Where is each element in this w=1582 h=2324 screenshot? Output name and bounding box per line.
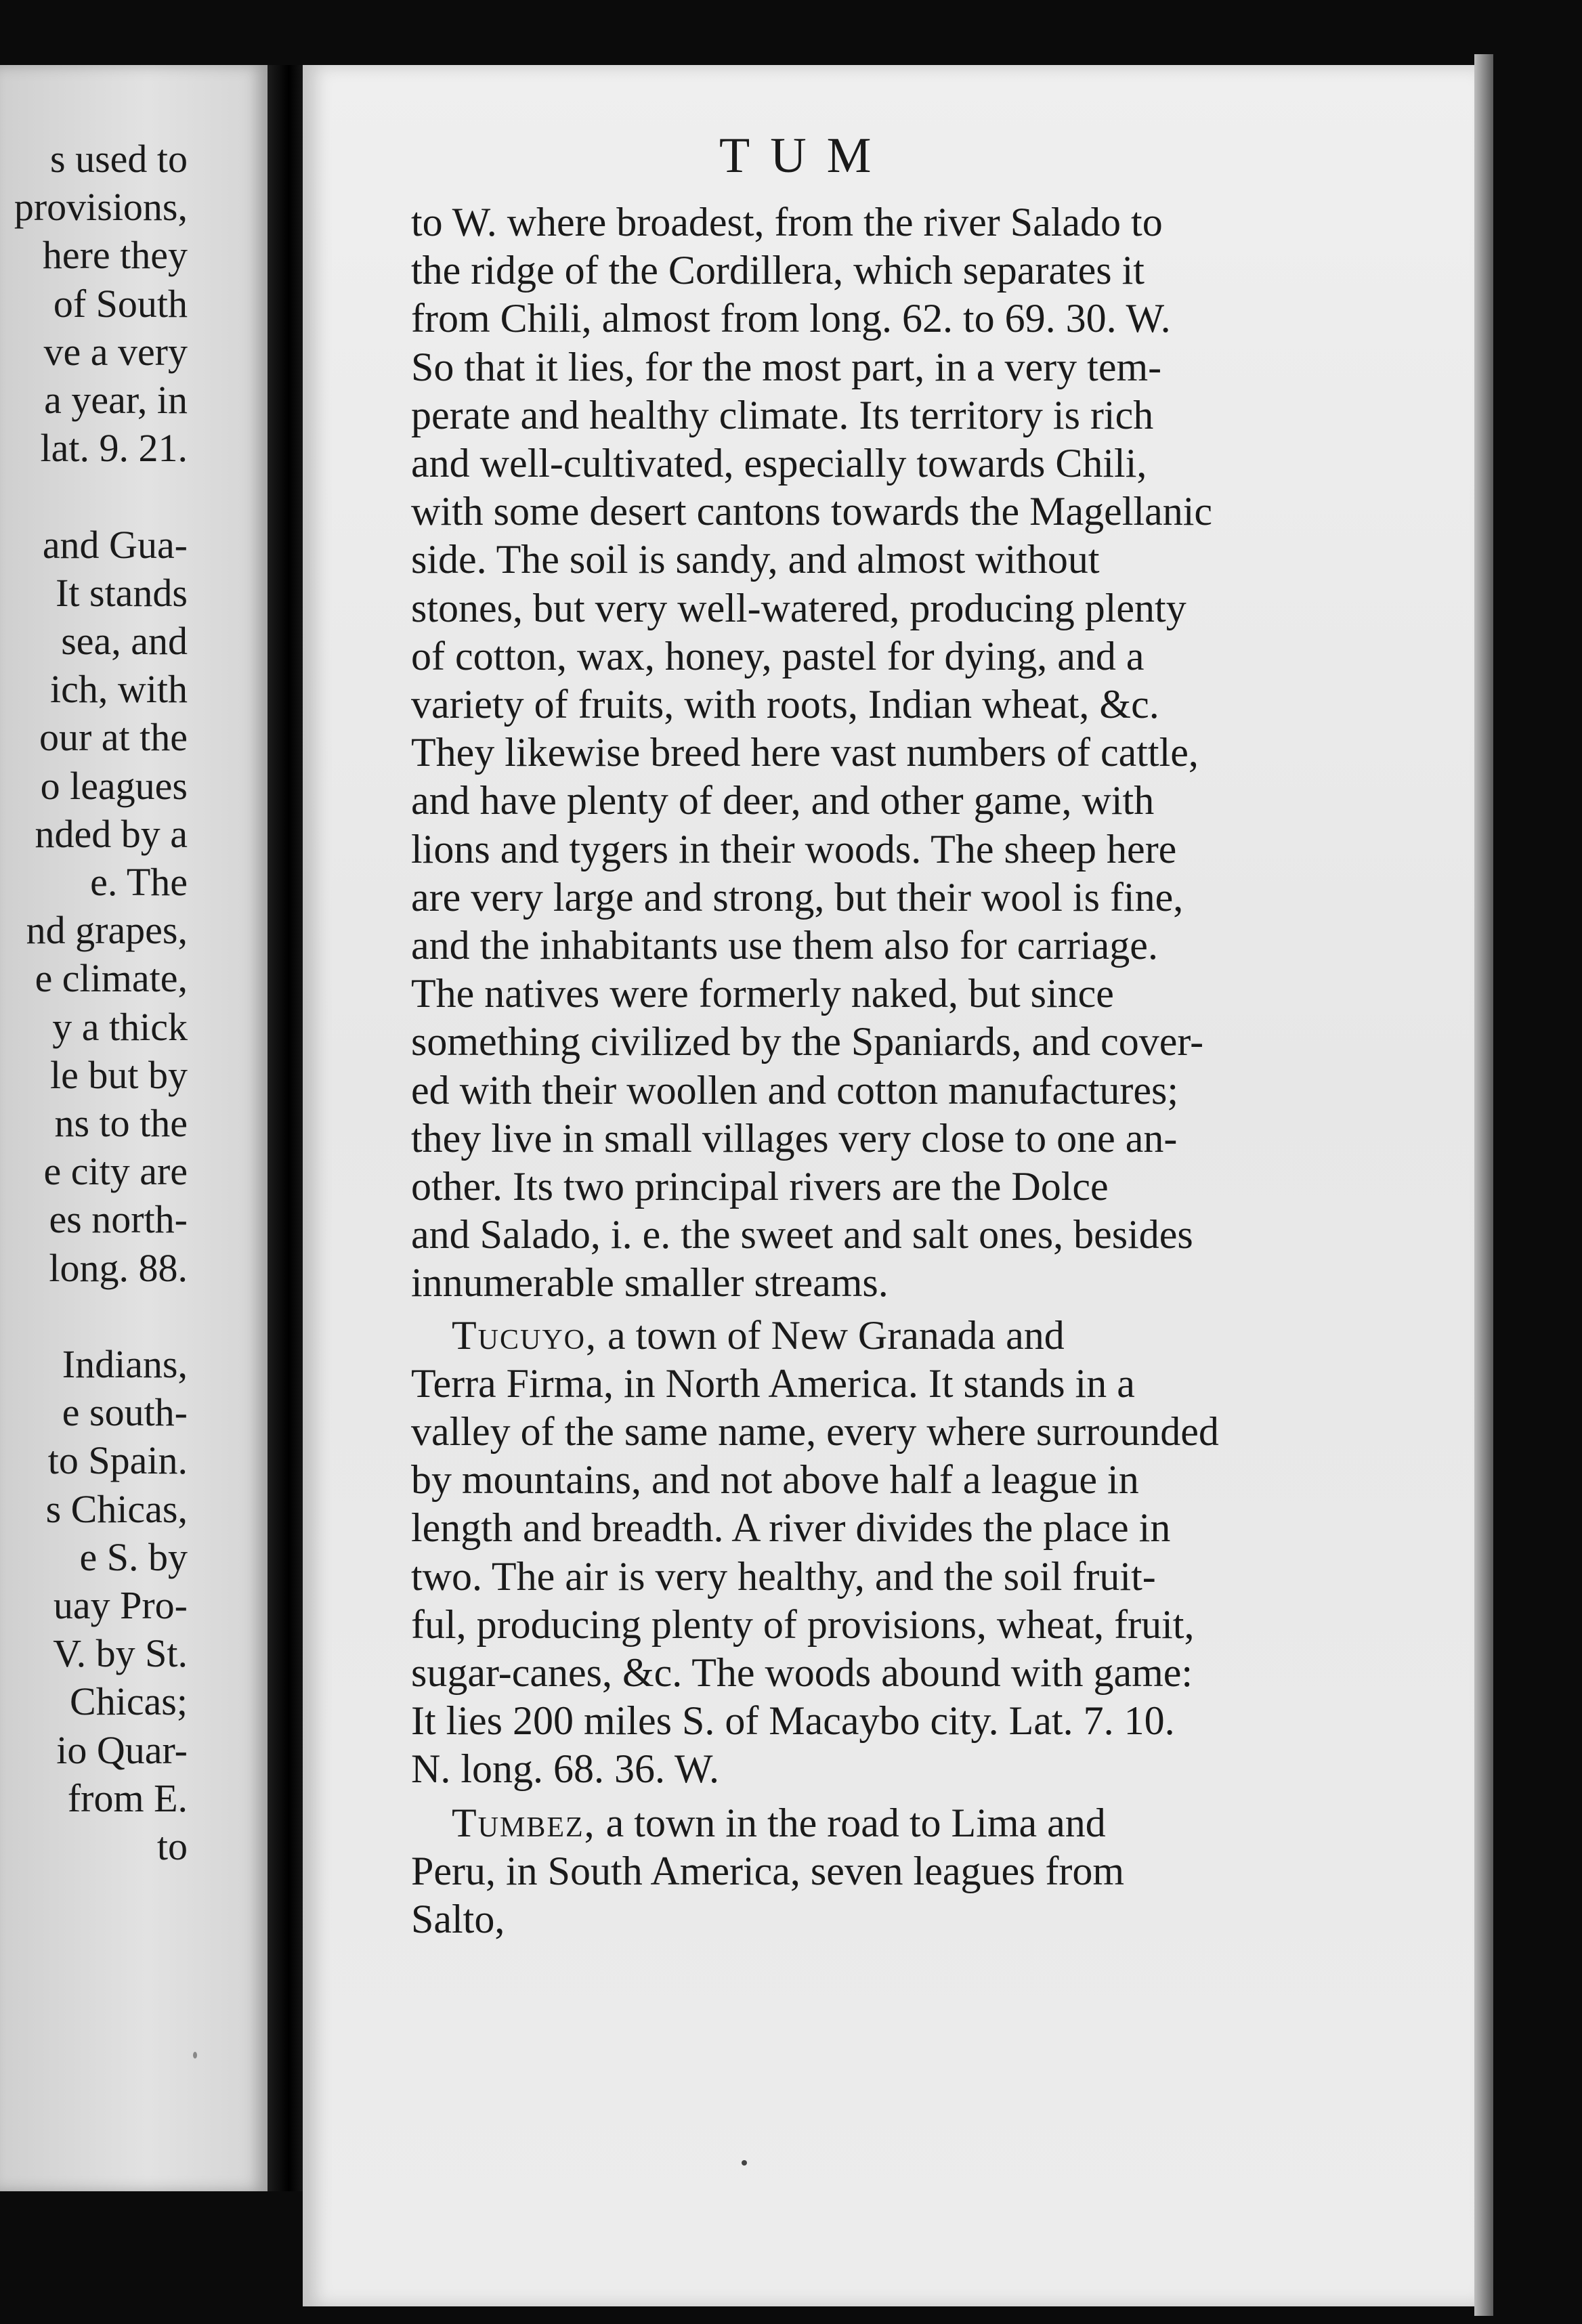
left-page-line: e city are — [43, 1149, 188, 1194]
body-text-line: and Salado, i. e. the sweet and salt ones, besides — [411, 1212, 1193, 1257]
left-page-line: our at the — [39, 715, 188, 760]
book-gutter — [268, 65, 303, 2191]
body-text-line: side. The soil is sandy, and almost without — [411, 537, 1100, 582]
left-page-line: e S. by — [79, 1534, 188, 1579]
left-page-line: ve a very — [43, 329, 188, 374]
entry-first-line — [452, 1800, 1106, 1845]
entry-text-line: It lies 200 miles S. of Macaybo city. Lat. 7. 10. — [411, 1698, 1175, 1744]
body-text-line: innumerable smaller streams. — [411, 1260, 889, 1306]
body-text-line: with some desert cantons towards the Magellanic — [411, 489, 1213, 534]
left-page-line: sea, and — [61, 619, 188, 663]
running-head: TUM — [719, 128, 892, 184]
body-text-line: variety of fruits, with roots, Indian wheat, &c. — [411, 682, 1159, 727]
page-edge — [1474, 54, 1493, 2316]
left-page-line: io Quar- — [56, 1727, 188, 1772]
body-text-line: and the inhabitants use them also for carriage. — [411, 923, 1158, 968]
left-page — [0, 65, 268, 2191]
body-text-line: of cotton, wax, honey, pastel for dying, and a — [411, 633, 1145, 679]
ink-speck — [193, 2052, 197, 2059]
left-page-line: Chicas; — [70, 1679, 188, 1724]
left-page-line: y a thick — [52, 1004, 188, 1049]
left-page-line: e. The — [90, 860, 188, 904]
right-page — [303, 65, 1474, 2306]
entry-first-line-text: a town in the road to Lima and — [595, 1800, 1106, 1845]
entry-headword: Tucuyo, — [452, 1312, 597, 1358]
left-page-line: and Gua- — [42, 522, 188, 567]
left-page-line: le but by — [50, 1052, 188, 1097]
entry-text-line: by mountains, and not above half a league in — [411, 1457, 1139, 1503]
left-page-line: It stands — [56, 570, 188, 615]
left-page-line: e south- — [62, 1390, 188, 1435]
body-text-line: The natives were formerly naked, but since — [411, 971, 1114, 1016]
entry-first-line-text: a town of New Granada and — [597, 1312, 1065, 1358]
left-page-line: ns to the — [54, 1101, 188, 1145]
body-text-line: to W. where broadest, from the river Salado to — [411, 200, 1163, 244]
ink-speck — [742, 2160, 747, 2166]
entry-text-line: N. long. 68. 36. W. — [411, 1746, 720, 1792]
left-page-line: ich, with — [50, 667, 188, 712]
body-text-line: and well-cultivated, especially towards Chili, — [411, 441, 1147, 486]
entry-headword: Tumbez, — [452, 1800, 596, 1845]
body-text-line: ed with their woollen and cotton manufactures; — [411, 1067, 1178, 1113]
left-page-line: s Chicas, — [45, 1486, 188, 1531]
body-text-line: perate and healthy climate. Its territory is rich — [411, 392, 1154, 437]
left-page-line: lat. 9. 21. — [40, 426, 188, 471]
entry-text-line: two. The air is very healthy, and the soil fruit- — [411, 1553, 1156, 1599]
body-text-line: are very large and strong, but their wool is fine, — [411, 874, 1184, 920]
body-text-line: something civilized by the Spaniards, and cover- — [411, 1019, 1204, 1064]
left-page-line: provisions, — [14, 185, 188, 230]
entry-first-line — [452, 1312, 1065, 1358]
body-text-line: So that it lies, for the most part, in a very tem- — [411, 344, 1162, 389]
catchword: Salto, — [411, 1897, 505, 1941]
body-text-line: other. Its two principal rivers are the Dolce — [411, 1164, 1109, 1209]
left-page-line: to — [156, 1824, 188, 1868]
entry-text-line: sugar-canes, &c. The woods abound with game: — [411, 1650, 1193, 1695]
left-page-line: V. by St. — [53, 1631, 188, 1676]
body-text-line: They likewise breed here vast numbers of cattle, — [411, 730, 1199, 775]
left-page-line: from E. — [67, 1776, 188, 1820]
body-text-line: and have plenty of deer, and other game, with — [411, 778, 1155, 823]
left-page-line: Indians, — [62, 1342, 188, 1386]
body-text-line: the ridge of the Cordillera, which separates it — [411, 248, 1145, 293]
left-page-line: e climate, — [35, 956, 188, 1001]
left-page-line: es north- — [49, 1197, 188, 1242]
left-page-line: o leagues — [40, 763, 188, 808]
entry-text-line: Peru, in South America, seven leagues from — [411, 1848, 1125, 1893]
left-page-line: a year, in — [44, 378, 188, 422]
left-page-line: uay Pro- — [53, 1583, 188, 1627]
left-page-line: to Spain. — [47, 1438, 188, 1483]
left-page-line: long. 88. — [49, 1245, 188, 1290]
body-text-line: lions and tygers in their woods. The sheep here — [411, 826, 1177, 872]
entry-text-line: valley of the same name, every where surrounded — [411, 1409, 1219, 1454]
left-page-line: nded by a — [35, 811, 188, 856]
entry-text-line: Terra Firma, in North America. It stands in a — [411, 1360, 1135, 1406]
body-text-line: from Chili, almost from long. 62. to 69. 30. W. — [411, 296, 1171, 341]
body-text-line: stones, but very well-watered, producing plenty — [411, 585, 1186, 630]
left-page-line: of South — [53, 281, 188, 326]
left-page-line: s used to — [50, 137, 188, 181]
left-page-line: here they — [42, 233, 188, 278]
entry-text-line: length and breadth. A river divides the place in — [411, 1505, 1171, 1551]
body-text-line: they live in small villages very close to one an- — [411, 1115, 1178, 1161]
entry-text-line: ful, producing plenty of provisions, wheat, fruit, — [411, 1601, 1195, 1647]
left-page-line: nd grapes, — [26, 908, 188, 953]
